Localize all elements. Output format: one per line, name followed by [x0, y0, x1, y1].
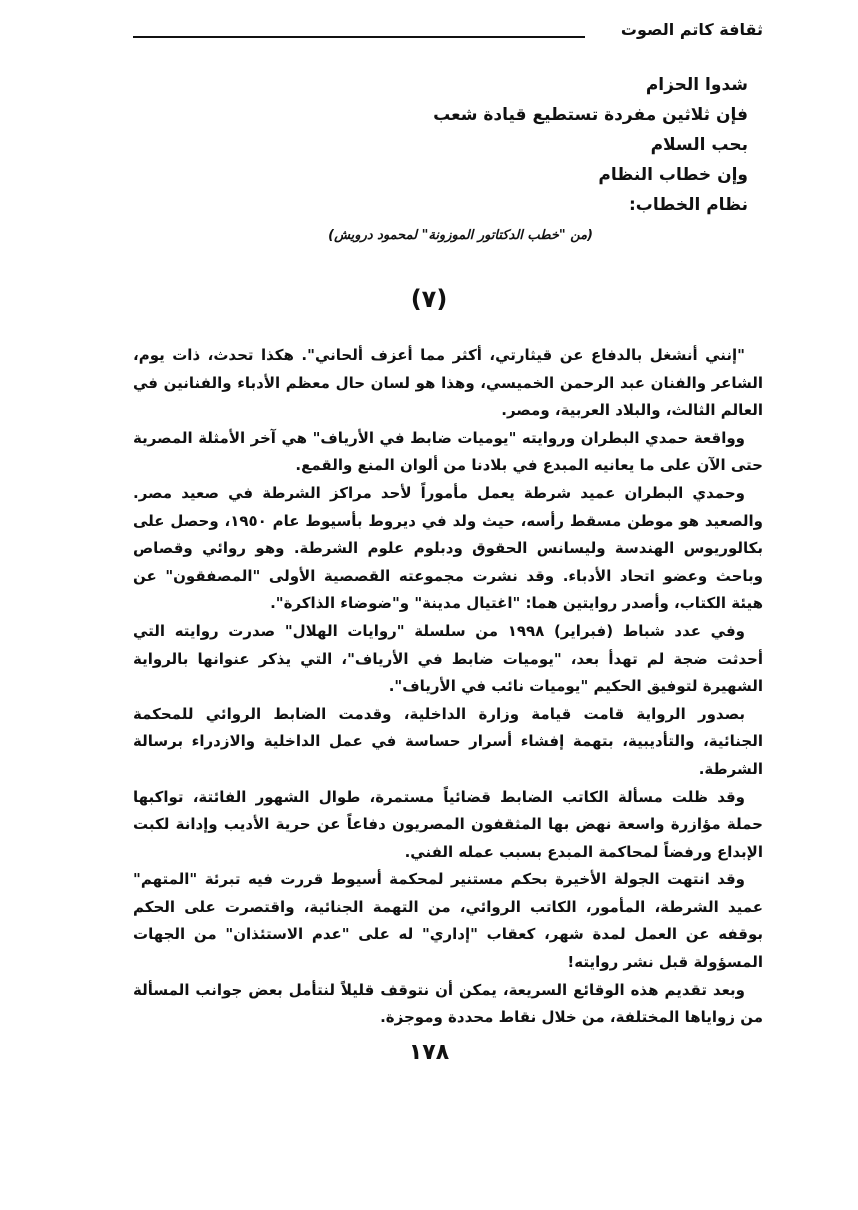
epigraph-source: (من "خطب الدكتاتور الموزونة" لمحمود درويش)	[328, 228, 593, 243]
poem-line: فإن ثلاثين مفردة تستطيع قيادة شعب	[433, 105, 748, 125]
paragraph: وواقعة حمدي البطران وروايته "يوميات ضابط في الأرياف" هي آخر الأمثلة المصرية حتى الآن على ما يعانيه المبدع في بلادنا من ألوان المنع والقمع.	[133, 428, 763, 475]
paragraph: "إنني أنشغل بالدفاع عن قيثارتي، أكثر مما أعزف ألحاني". هكذا تحدث، ذات يوم، الشاعر والفنان عبد الرحمن الخميسي، وهذا هو لسان حال معظم الأدباء والفنانين في العالم الثالث، والبلاد العربية، ومصر.	[133, 346, 763, 420]
paragraph: بصدور الرواية قامت قيامة وزارة الداخلية، وقدمت الضابط الروائي للمحكمة الجنائية، والتأديبية، بتهمة إفشاء أسرار حساسة في عمل الداخلية والازدراء برسالة الشرطة.	[133, 704, 763, 778]
poem-line: شدوا الحزام	[645, 75, 748, 95]
poem-line: بحب السلام	[650, 135, 748, 155]
header-rule	[133, 36, 585, 38]
running-header	[133, 18, 763, 48]
epigraph-poem	[328, 70, 748, 220]
paragraph: وبعد تقديم هذه الوقائع السريعة، يمكن أن نتوقف قليلاً لنتأمل بعض جوانب المسألة من زواياها المختلفة، من خلال نقاط محددة وموجزة.	[133, 980, 763, 1027]
paragraph: وحمدي البطران عميد شرطة يعمل مأموراً لأحد مراكز الشرطة في صعيد مصر. والصعيد هو موطن مسقط رأسه، حيث ولد في ديروط بأسيوط عام ١٩٥٠، وحصل على بكالوريوس الهندسة وليسانس الحقوق ودبلوم علوم الشرطة. وهو روائي وقصاص وباحث وعضو اتحاد الأدباء. وقد نشرت مجموعته القصصية الأولى "المصفقون" عن هيئة الكتاب، وأصدر روايتين هما: "اغتيال مدينة" و"ضوضاء الذاكرة".	[133, 483, 763, 613]
paragraph: وقد ظلت مسألة الكاتب الضابط قضائياً مستمرة، طوال الشهور الفائتة، تواكبها حملة مؤازرة واسعة نهض بها المثقفون المصريون دفاعاً عن حرية الأديب وإدانة لكبت الإبداع ورفضاً لمحاكمة المبدع بسبب عمله الفني.	[133, 787, 763, 861]
paragraph: وقد انتهت الجولة الأخيرة بحكم مستنير لمحكمة أسيوط قررت فيه تبرئة "المتهم" عميد الشرطة، المأمور، الكاتب الروائي، من التهمة الجنائية، واقتصرت على الحكم بوقفه عن العمل لمدة شهر، كعقاب "إداري" له على "عدم الاستئذان" من الجهات المسؤولة قبل نشر روايته!	[133, 870, 763, 972]
running-header-title: ثقافة كاتم الصوت	[620, 20, 763, 39]
poem-line: نظام الخطاب:	[629, 195, 748, 215]
poem-line: وإن خطاب النظام	[598, 165, 748, 185]
body-text	[133, 342, 763, 1032]
paragraph: وفي عدد شباط (فبراير) ١٩٩٨ من سلسلة "روايات الهلال" صدرت روايته التي أحدثت ضجة لم تهدأ بعد، "يوميات ضابط في الأرياف"، التي يذكر عنوانها بالرواية الشهيرة لتوفيق الحكيم "يوميات نائب في الأرياف".	[133, 621, 763, 696]
section-number: (٧)	[410, 285, 448, 313]
page-number: ١٧٨	[408, 1040, 450, 1065]
